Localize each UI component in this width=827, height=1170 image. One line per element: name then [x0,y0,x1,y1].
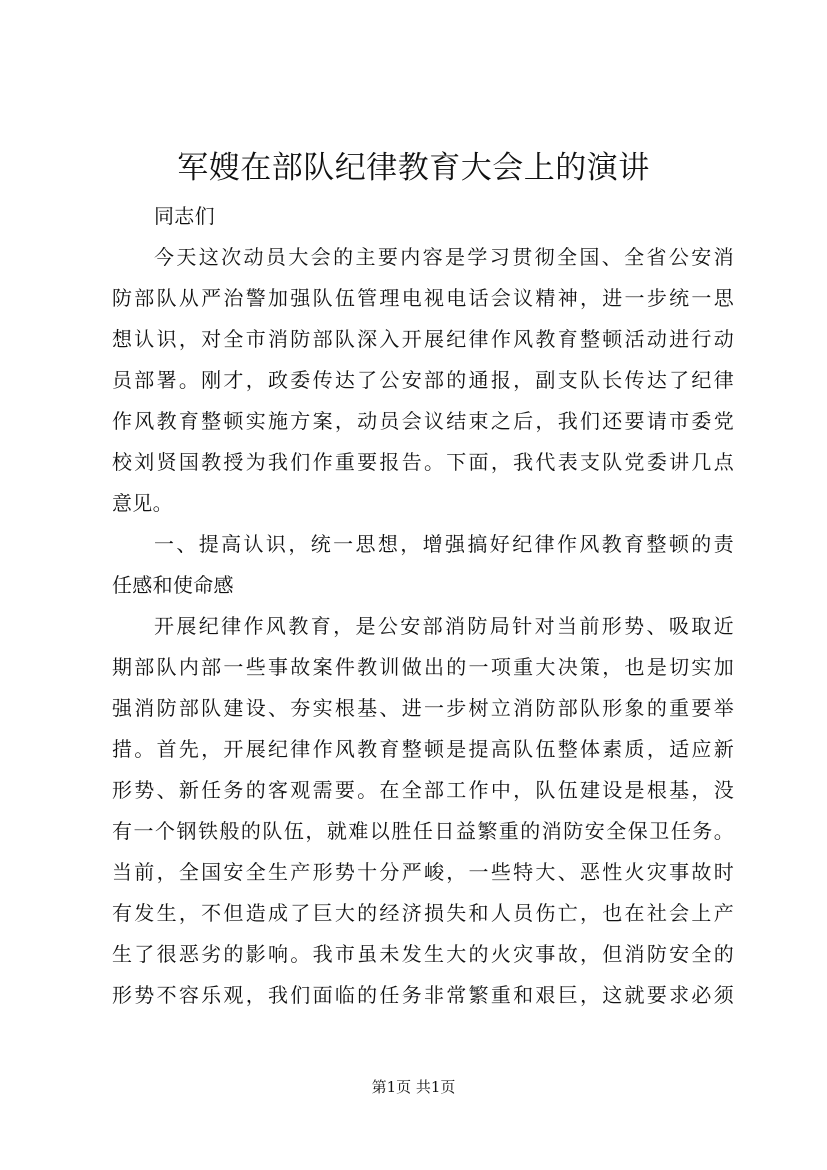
paragraph-line: 意见。 [112,491,173,515]
paragraph-line: 员部署。刚才，政委传达了公安部的通报，副支队长传达了纪律 [112,368,734,392]
paragraph-line: 措。首先，开展纪律作风教育整顿是提高队伍整体素质，适应新 [112,737,734,761]
paragraph-line: 当前，全国安全生产形势十分严峻，一些特大、恶性火灾事故时 [112,860,734,884]
paragraph-line: 有发生，不但造成了巨大的经济损失和人员伤亡，也在社会上产 [112,901,734,925]
paragraph-line: 开展纪律作风教育，是公安部消防局针对当前形势、吸取近 [154,614,734,638]
paragraph-line: 想认识，对全市消防部队深入开展纪律作风教育整顿活动进行动 [112,327,734,351]
section-heading-line: 一、提高认识，统一思想，增强搞好纪律作风教育整顿的责 [154,532,734,556]
paragraph-line: 有一个钢铁般的队伍，就难以胜任日益繁重的消防安全保卫任务。 [112,819,734,843]
paragraph-line: 今天这次动员大会的主要内容是学习贯彻全国、全省公安消 [154,245,734,269]
salutation-line: 同志们 [154,204,215,228]
document-title: 军嫂在部队纪律教育大会上的演讲 [177,150,650,186]
paragraph-line: 校刘贤国教授为我们作重要报告。下面，我代表支队党委讲几点 [112,450,734,474]
paragraph-line: 防部队从严治警加强队伍管理电视电话会议精神，进一步统一思 [112,286,734,310]
paragraph-line: 形势、新任务的客观需要。在全部工作中，队伍建设是根基，没 [112,778,734,802]
paragraph-line: 生了很恶劣的影响。我市虽未发生大的火灾事故，但消防安全的 [112,942,734,966]
paragraph-line: 作风教育整顿实施方案，动员会议结束之后，我们还要请市委党 [112,409,734,433]
document-body [112,196,734,1016]
page-footer: 第1页 共1页 [371,1078,456,1096]
paragraph-line: 强消防部队建设、夯实根基、进一步树立消防部队形象的重要举 [112,696,734,720]
paragraph-line: 期部队内部一些事故案件教训做出的一项重大决策，也是切实加 [112,655,734,679]
paragraph-line: 形势不容乐观，我们面临的任务非常繁重和艰巨，这就要求必须 [112,983,734,1007]
section-heading-line: 任感和使命感 [112,573,234,597]
